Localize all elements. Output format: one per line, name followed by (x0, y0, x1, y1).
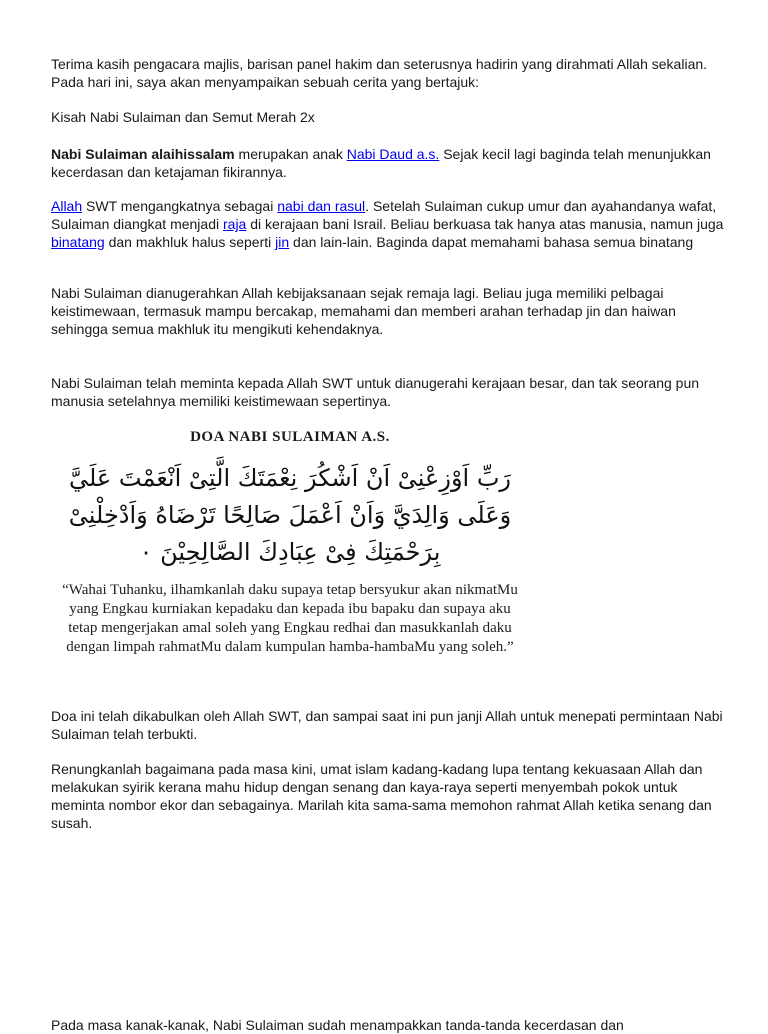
link-nabi-dan-rasul[interactable]: nabi dan rasul (277, 198, 366, 214)
doa-arabic-text: رَبِّ اَوْزِعْنِىْ اَنْ اَشْكُرَ نِعْمَتَكَ الَّتِىْ اَنْعَمْتَ عَلَيَّ وَعَلَى وَالِدَيَّ وَاَنْ اَعْمَلَ صَالِحًا تَرْضَاهُ وَاَدْخِلْنِىْ بِرَحْمَتِكَ فِىْ عِبَادِكَ الصَّالِحِيْنَ ٠ (68, 464, 512, 566)
doa-translation: “Wahai Tuhanku, ilhamkanlah daku supaya tetap bersyukur akan nikmatMu yang Engkau kurniakan kepadaku dan kepada ibu bapaku dan supaya aku tetap mengerjakan amal soleh yang Engkau redhai dan masukkanlah daku dengan limpah rahmatMu dalam kumpulan hamba-hambaMu yang soleh.” (62, 582, 518, 655)
paragraph-nabi-sulaiman-intro (51, 145, 731, 181)
intro-paragraph: Terima kasih pengacara majlis, barisan panel hakim dan seterusnya hadirin yang dirahmati Allah sekalian. Pada hari ini, saya akan menyampaikan sebuah cerita yang bertajuk: (51, 56, 708, 90)
text: dan lain-lain. Baginda dapat memahami bahasa semua binatang (289, 234, 694, 250)
text: merupakan anak (234, 146, 347, 162)
text: dan makhluk halus seperti (104, 234, 276, 250)
link-jin[interactable]: jin (275, 234, 290, 250)
doa-title: DOA NABI SULAIMAN A.S. (190, 429, 390, 445)
paragraph-renungkanlah: Renungkanlah bagaimana pada masa kini, umat islam kadang-kadang lupa tentang kekuasaan Allah dan melakukan syirik kerana mahu hidup dengan senang dan kaya-raya seperti menyembah pokok untuk meminta nombor ekor dan sebagainya. Marilah kita sama-sama memohon rahmat Allah ketika senang dan susah. (51, 761, 712, 831)
text: . Setelah Sulaiman cukup umur dan ayahandanya wafat, Sulaiman diangkat menjadi (51, 198, 717, 232)
bold-name: Nabi Sulaiman alaihissalam (51, 146, 235, 162)
link-allah[interactable]: Allah (51, 198, 83, 214)
paragraph-allah-mengangkat (51, 197, 731, 251)
text: SWT mengangkatnya sebagai (82, 198, 278, 214)
story-title: Kisah Nabi Sulaiman dan Semut Merah 2x (51, 109, 315, 125)
paragraph-masa-kanak-kanak: Pada masa kanak-kanak, Nabi Sulaiman sudah menampakkan tanda-tanda kecerdasan dan (51, 1017, 624, 1033)
link-raja[interactable]: raja (223, 216, 247, 232)
text: Sejak kecil lagi baginda telah menunjukkan kecerdasan dan ketajaman fikirannya. (51, 146, 711, 180)
link-nabi-daud[interactable]: Nabi Daud a.s. (346, 146, 440, 162)
paragraph-kerajaan-besar: Nabi Sulaiman telah meminta kepada Allah SWT untuk dianugerahi kerajaan besar, dan tak seorang pun manusia setelahnya memiliki keistimewaan sepertinya. (51, 375, 700, 409)
doa-image (50, 422, 530, 657)
text: di kerajaan bani Israil. Beliau berkuasa tak hanya atas manusia, namun juga (246, 216, 724, 232)
link-binatang[interactable]: binatang (51, 234, 105, 250)
paragraph-kebijaksanaan: Nabi Sulaiman dianugerahkan Allah kebijaksanaan sejak remaja lagi. Beliau juga memiliki pelbagai keistimewaan, termasuk mampu bercakap, memahami dan memberi arahan terhadap jin dan haiwan sehingga semua makhluk itu mengikuti kehendaknya. (51, 285, 676, 337)
paragraph-doa-dikabulkan: Doa ini telah dikabulkan oleh Allah SWT, dan sampai saat ini pun janji Allah untuk menepati permintaan Nabi Sulaiman telah terbukti. (51, 708, 723, 742)
